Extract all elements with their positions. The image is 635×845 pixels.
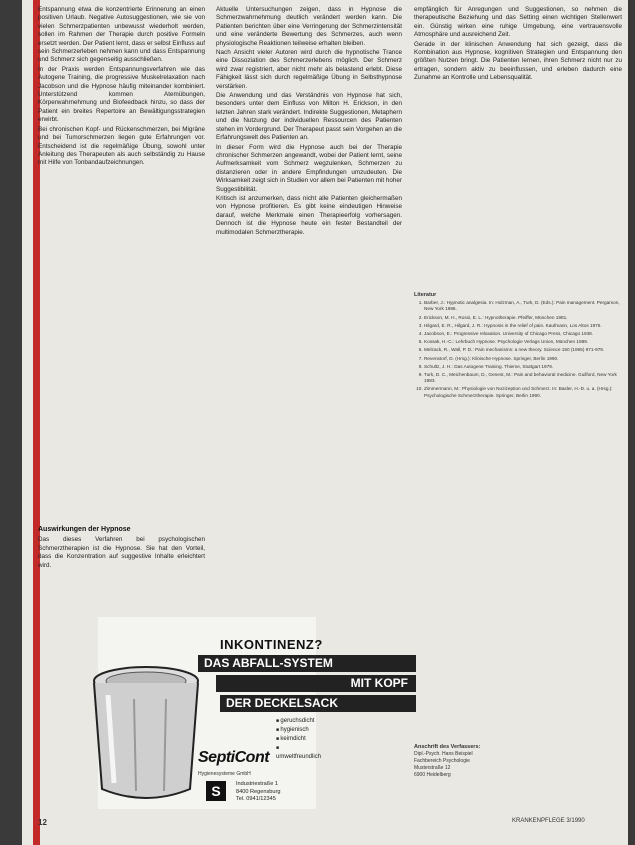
author-address [414,744,622,779]
ad-feature-list [276,717,321,762]
paragraph: Nach Ansicht vieler Autoren wird durch die hypnotische Trance eine Dissoziation des Schmerzerlebens möglich. Der Schmerz wird zwar registriert, aber nicht mehr als belastend erlebt. Diese Fähigkeit lässt sich durch regelmäßige Übung in Selbsthypnose verstärken. [216,49,402,90]
literature-heading: Literatur [414,292,437,298]
advertisement [98,617,408,809]
literature-item: 6. Melzack, R., Wall, P. D.: Pain mechanisms: a new theory. Science 150 (1965) 971-979. [424,347,622,353]
footer-publication: KRANKENPFLEGE 3/1990 [512,818,585,824]
page-number: 12 [38,818,47,827]
literature-item: 3. Hilgard, E. R., Hilgard, J. R.: Hypnosis in the relief of pain. Kaufmann, Los Altos 1975. [424,323,622,329]
section-heading: Auswirkungen der Hypnose [38,526,131,533]
address-line: Fachbereich Psychologie [414,758,470,764]
ad-feature: ■ umweltfreundlich [276,744,321,762]
contact-line: Tel. 0941/12345 [236,796,276,802]
ad-banner: DAS ABFALL-SYSTEM [198,655,416,672]
ad-banner: DER DECKELSACK [220,695,416,712]
paragraph: empfänglich für Anregungen und Suggestionen, so nehmen die therapeutische Beziehung und das Setting einen wichtigen Stellenwert ein. Günstig wirken eine ruhige Umgebung, eine vertrauensvolle Atmosphäre und ausreichend Zeit. [414,6,622,39]
address-heading: Anschrift des Verfassers: [414,744,481,750]
paragraph: Entspannung etwa die konzentrierte Erinnerung an einen positiven Urlaub. Negative Autosuggestionen, wie sie von vielen Schmerzpatienten unbewusst wiederholt werden, sollen im Rahmen der Therapie durch positive Formeln ersetzt werden. Der Patient lernt, dass er selbst Einfluss auf sein Schmerzerleben nehmen kann und dass Entspannung und Schmerz sich gegenseitig ausschließen. [38,6,205,64]
waste-bin-illustration [86,661,204,807]
ad-tagline: Hygienesysteme GmbH [198,771,251,777]
literature-item: 4. Jacobson, E.: Progressive relaxation. University of Chicago Press, Chicago 1938. [424,331,622,337]
subsection [38,524,205,570]
literature-list [414,292,622,401]
ad-contact [236,781,280,804]
address-line: Dipl.-Psych. Hans Beispiel [414,751,473,757]
literature-item: 1. Barber, J.: Hypnotic analgesia. In: Holzman, A., Turk, D. (Eds.): Pain management. Pergamon, New York 1986. [424,300,622,312]
paragraph: In der Praxis werden Entspannungsverfahren wie das Autogene Training, die progressive Muskelrelaxation nach Jacobson und die Hypnose häufig miteinander kombiniert. Unterstützend kommen Atemübungen, Körperwahrnehmung und Biofeedback hinzu, so dass der Patient ein breites Repertoire an Bewältigungsstrategien erwirbt. [38,65,205,124]
paragraph: Gerade in der klinischen Anwendung hat sich gezeigt, dass die Kombination aus Hypnose, kognitiven Strategien und Entspannung den größten Nutzen bringt. Die Patienten lernen, ihren Schmerz nicht nur zu ertragen, sondern aktiv zu beeinflussen, und erleben dadurch eine Zunahme an Kontrolle und Lebensqualität. [414,40,622,82]
paragraph: Das dieses Verfahren bei psychologischen Schmerztherapien ist die Hypnose. Sie hat den Vorteil, dass die Konzentration auf suggestive Inhalte erleichtert wird. [38,536,205,569]
address-line: 6900 Heidelberg [414,772,451,778]
text-column-1 [38,6,205,481]
brand-logo-icon: S [206,781,226,801]
contact-line: 8400 Regensburg [236,788,281,795]
literature-item: 7. Revenstorf, D. (Hrsg.): Klinische Hypnose. Springer, Berlin 1990. [424,356,622,362]
literature-item: 10. Zimmermann, M.: Physiologie von Nozizeption und Schmerz. In: Basler, H.-D. u. a. (Hrsg.): Psychologische Schmerztherapie. Springer, Berlin 1990. [424,386,622,398]
text-column-3 [414,6,622,276]
ad-brand-name: SeptiCont [198,749,270,766]
paragraph: Kritisch ist anzumerken, dass nicht alle Patienten gleichermaßen von Hypnose profitieren. Es gibt keine eindeutigen Hinweise darauf, welche Merkmale einen Therapieerfolg vorhersagen. Dennoch ist die Hypnose heute ein fester Bestandteil der multimodalen Schmerztherapie. [216,194,402,236]
ad-banner: MIT KOPF [216,675,416,692]
paragraph: In dieser Form wird die Hypnose auch bei der Therapie chronischer Schmerzen angewandt, wobei der Patient lernt, seine Aufmerksamkeit vom Schmerz wegzulenken, Schmerzen zu distanzieren oder in andere Empfindungen umzudeuten. Die Wirksamkeit zeigt sich in Studien vor allem bei Patienten mit hoher Suggestibilität. [216,143,402,193]
address-line: Musterstraße 12 [414,765,451,771]
ad-feature: ■ keimdicht [276,735,321,744]
literature-item: 9. Turk, D. C., Meichenbaum, D., Genest, M.: Pain and behavioral medicine. Guilford, New York 1983. [424,372,622,384]
contact-line: Industriestraße 1 [236,781,278,787]
ad-headline: INKONTINENZ? [220,637,323,652]
paragraph: Bei chronischen Kopf- und Rückenschmerzen, bei Migräne und bei Tumorschmerzen liegen gute Erfahrungen vor. Entscheidend ist die regelmäßige Übung, sowohl unter Anleitung des Therapeuten als auch selbständig zu Hause mit Hilfe von Tonbandaufzeichnungen. [38,125,205,167]
paragraph: Die Anwendung und das Verständnis von Hypnose hat sich, besonders unter dem Einfluss von Milton H. Erickson, in den letzten Jahren stark verändert. Indirekte Suggestionen, Metaphern und die Nutzung der individuellen Ressourcen des Patienten stehen im Vordergrund. Der Therapeut passt sein Vorgehen an die Erfahrungswelt des Patienten an. [216,92,402,142]
document-page [22,0,628,845]
literature-item: 2. Erickson, M. H., Rossi, E. L.: Hypnotherapie. Pfeiffer, München 1981. [424,315,622,321]
ad-feature: ■ hygienisch [276,726,321,735]
literature-item: 5. Kossak, H.-C.: Lehrbuch Hypnose. Psychologie Verlags Union, München 1989. [424,339,622,345]
literature-item: 8. Schultz, J. H.: Das Autogene Training. Thieme, Stuttgart 1979. [424,364,622,370]
ad-feature: ■ geruchsdicht [276,717,321,726]
paragraph: Aktuelle Untersuchungen zeigen, dass in Hypnose die Schmerzwahrnehmung deutlich verändert werden kann. Die Patienten berichten über eine Verringerung der Schmerzintensität und eine veränderte Bewertung des Schmerzes, auch wenn physiologische Reaktionen teilweise erhalten bleiben. [216,6,402,47]
